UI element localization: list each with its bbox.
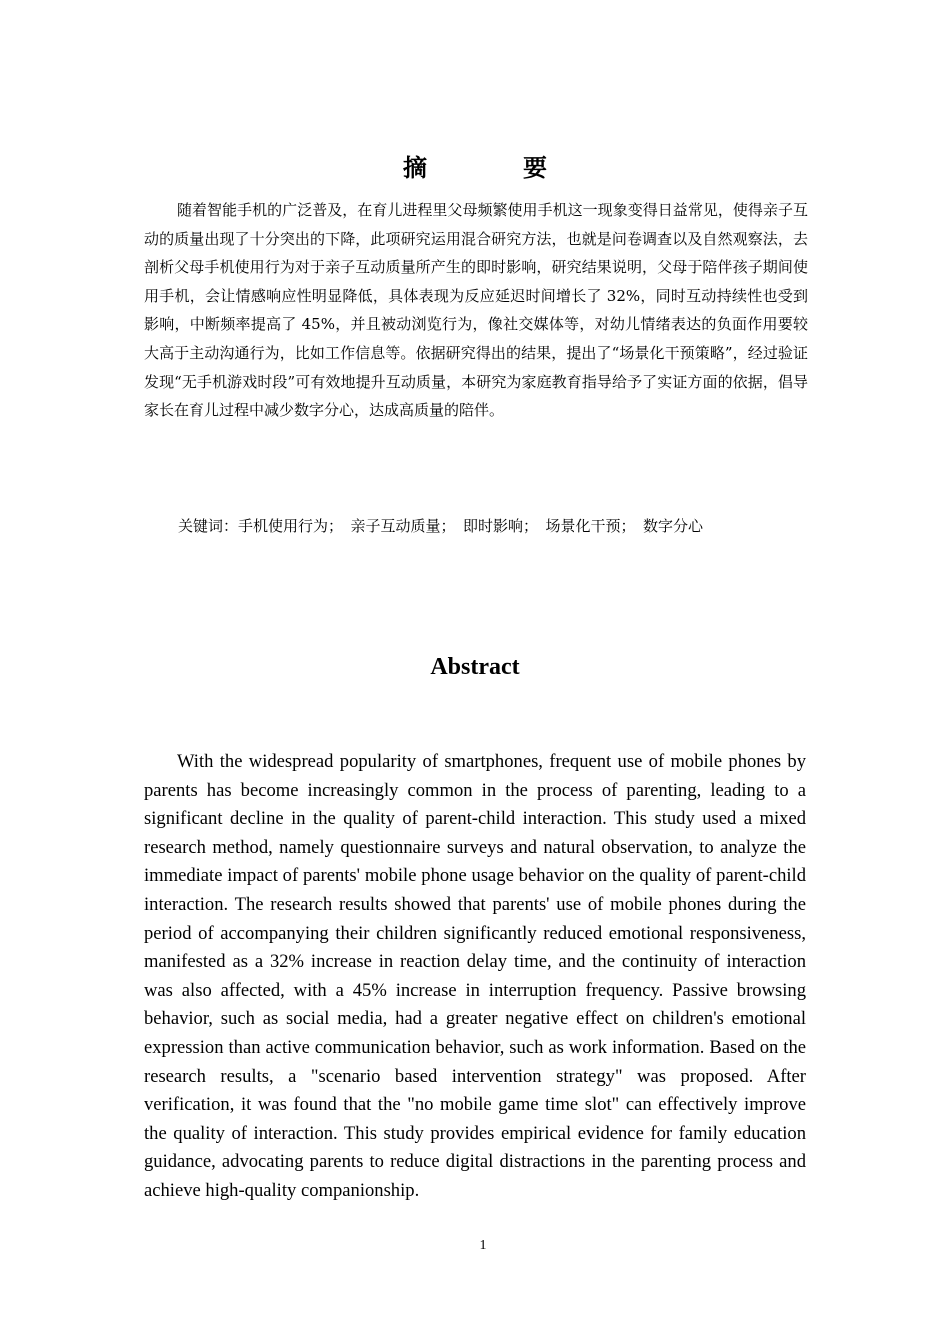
english-abstract-title: Abstract — [430, 654, 520, 680]
keywords-list: 手机使用行为； 亲子互动质量； 即时影响； 场景化干预； 数字分心 — [238, 517, 704, 535]
chinese-keywords — [178, 512, 808, 540]
chinese-abstract-body: 随着智能手机的广泛普及，在育儿进程里父母频繁使用手机这一现象变得日益常见，使得亲子互动的质量出现了十分突出的下降，此项研究运用混合研究方法，也就是问卷调查以及自然观察法，去剖析父母手机使用行为对于亲子互动质量所产生的即时影响，研究结果说明，父母于陪伴孩子期间使用手机，会让情感响应性明显降低，具体表现为反应延迟时间增长了 32%，同时互动持续性也受到影响，中断频率提高了 45%，并且被动浏览行为，像社交媒体等，对幼儿情绪表达的负面作用要较大高于主动沟通行为，比如工作信息等。依据研究得出的结果，提出了“场景化干预策略”，经过验证发现“无手机游戏时段”可有效地提升互动质量，本研究为家庭教育指导给予了实证方面的依据，倡导家长在育儿过程中减少数字分心，达成高质量的陪伴。 — [144, 201, 808, 420]
page-number: 1 — [479, 1238, 487, 1253]
chinese-abstract-title: 摘 要 — [403, 154, 583, 182]
english-abstract-body: With the widespread popularity of smartphones, frequent use of mobile phones by parents has become increasingly common in the process of parenting, leading to a significant decline in the quality of parent-child interaction. This study used a mixed research method, namely questionnaire surveys and natural observation, to analyze the immediate impact of parents' mobile phone usage behavior on the quality of parent-child interaction. The research results showed that parents' use of mobile phones during the period of accompanying their children significantly reduced emotional responsiveness, manifested as a 32% increase in reaction delay time, and the continuity of interaction was also affected, with a 45% increase in interruption frequency. Passive browsing behavior, such as social media, had a greater negative effect on children's emotional expression than active communication behavior, such as work information. Based on the research results, a "scenario based intervention strategy" was proposed. After verification, it was found that the "no mobile game time slot" can effectively improve the quality of interaction. This study provides empirical evidence for family education guidance, advocating parents to reduce digital distractions in the parenting process and achieve high-quality companionship. — [144, 751, 806, 1201]
keywords-label: 关键词： — [178, 517, 239, 535]
